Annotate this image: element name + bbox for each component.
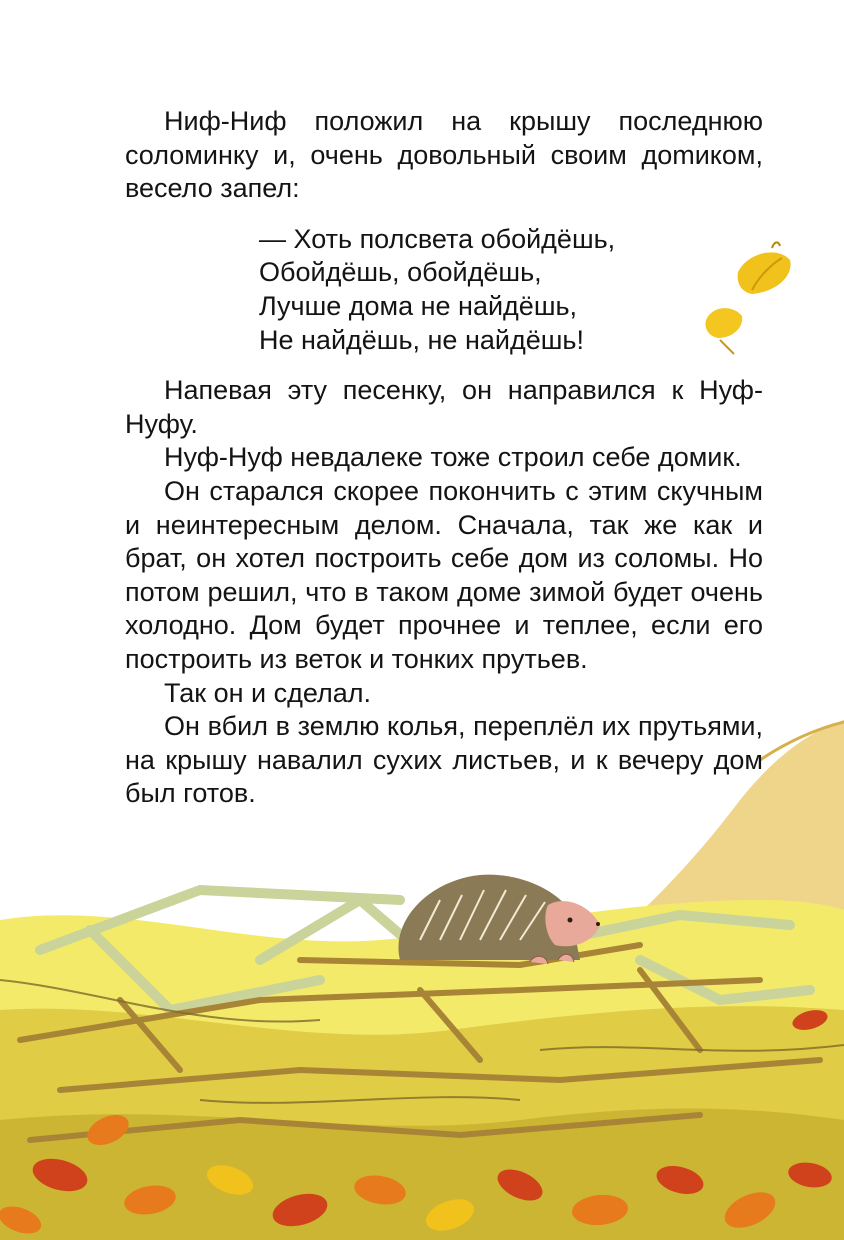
paragraph-6: Он вбил в землю колья, переплёл их прутьями, на крышу навалил сухих листьев, и к вечеру дом был готов. [125, 711, 763, 809]
story-text [125, 105, 763, 811]
song-verse [259, 223, 763, 357]
verse-line-1: — Хоть полсвета обойдёшь, [259, 223, 616, 254]
paragraph-2: Напевая эту песенку, он направился к Нуф-Нуфу. [125, 375, 763, 439]
paragraph-1: Ниф-Ниф положил на крышу последнюю соломинку и, очень довольный своим доmиком, весело запел: [125, 106, 763, 204]
paragraph-4: Он старался скорее покончить с этим скучным и неинтересным делом. Сначала, так же как и брат, он хотел построить себе дом из соломы. Но потом решил, что в таком доме зимой будет очень холодно. Дом будет прочнее и теплее, если его построить из веток и тонких прутьев. [125, 475, 763, 674]
verse-line-2: Обойдёшь, обойдёшь, [259, 257, 542, 288]
verse-line-4: Не найдёшь, не найдёшь! [259, 324, 584, 355]
paragraph-3: Нуф-Нуф невдалеке тоже строил себе домик. [164, 442, 742, 473]
verse-line-3: Лучше дома не найдёшь, [259, 290, 578, 321]
paragraph-5: Так он и сделал. [164, 677, 372, 708]
hedgehog-icon [398, 875, 600, 964]
